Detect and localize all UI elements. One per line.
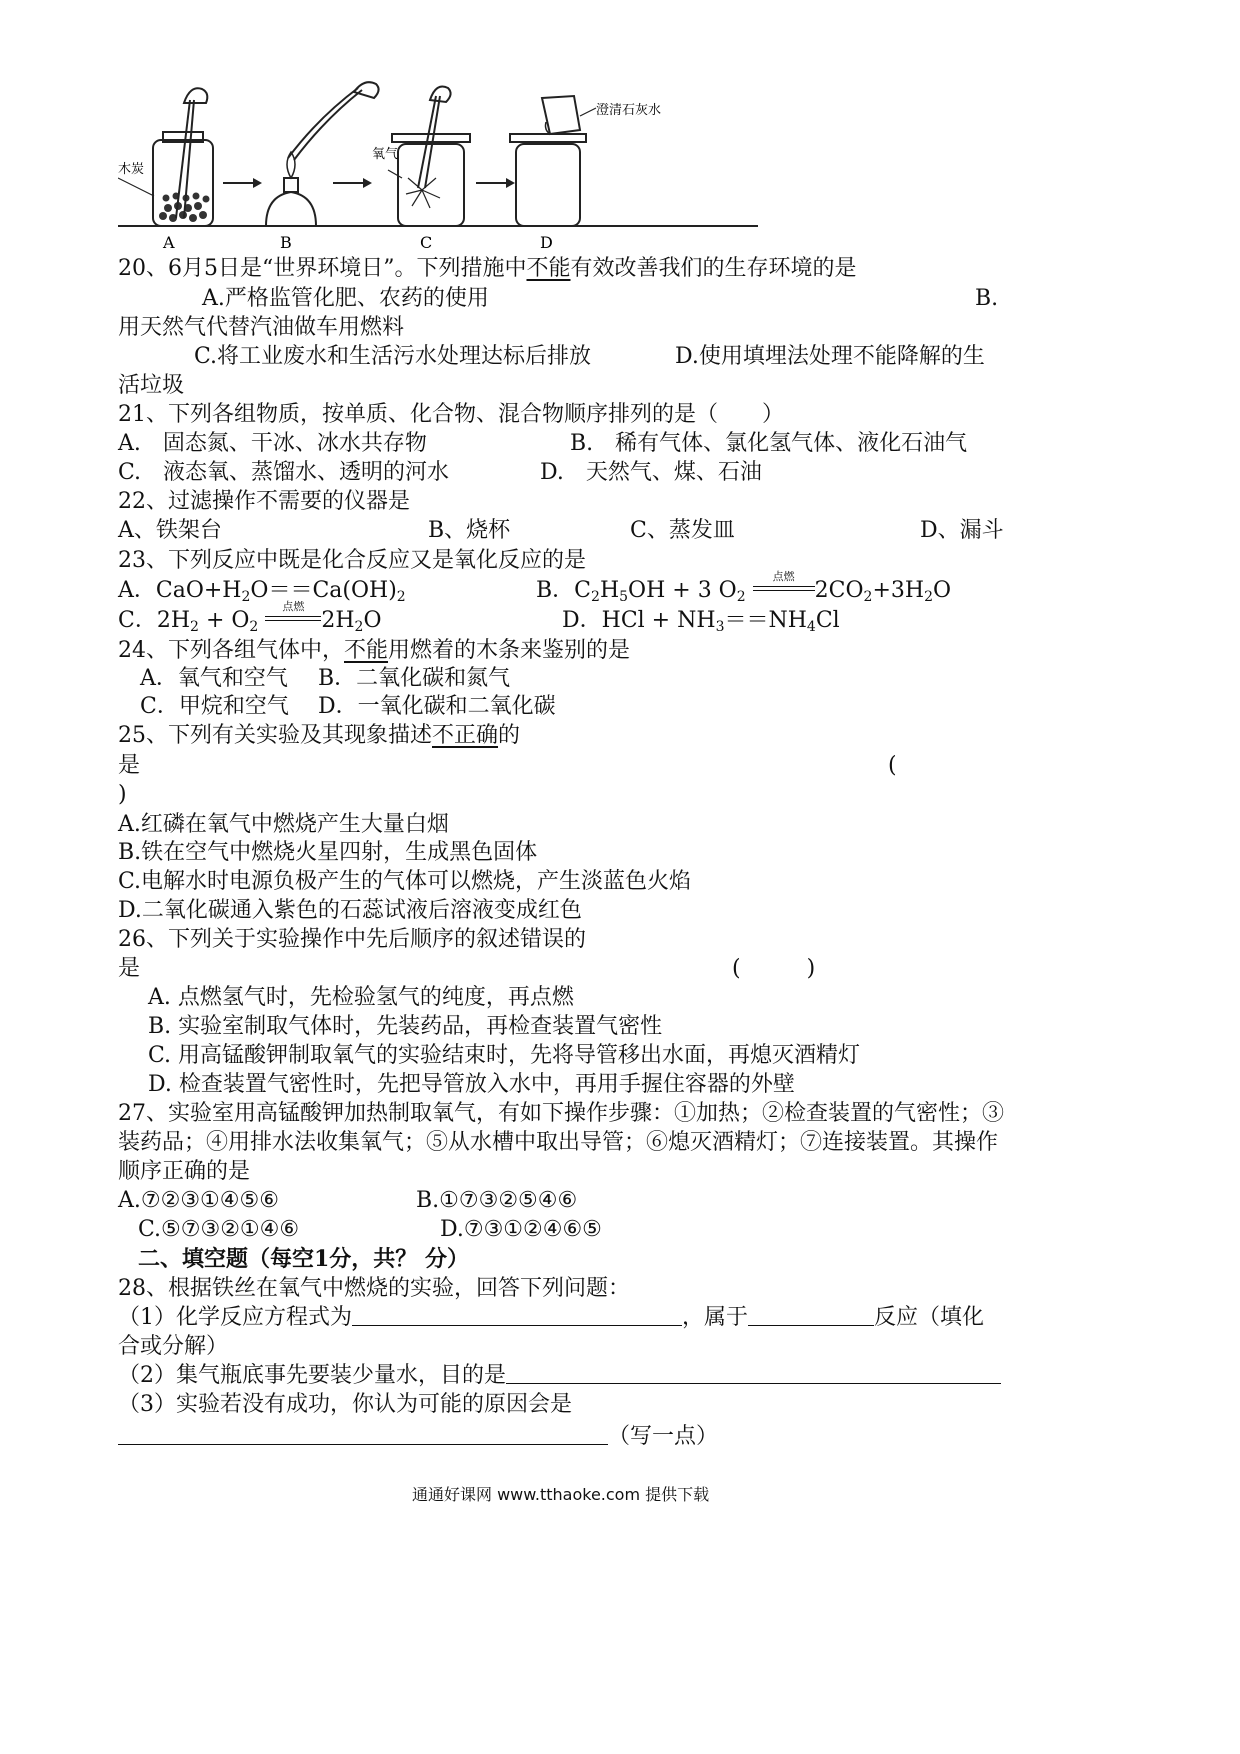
- q20-option-a: A.严格监管化肥、农药的使用: [202, 286, 489, 311]
- q25-paren-open: (: [888, 753, 897, 778]
- q25-option-b: B.铁在空气中燃烧火星四射，生成黑色固体: [118, 840, 538, 865]
- q28-part1: （1）化学反应方程式为 ，属于 反应（填化: [118, 1305, 985, 1330]
- q22-option-b: B、烧杯: [428, 518, 511, 543]
- panel-a-charcoal-jar: [118, 88, 213, 226]
- q28-reason-blank[interactable]: [118, 1424, 608, 1445]
- q23-option-b: B．$C_2H_5OH + 3$ $O_2$ 点燃 $2CO_2+3H_2O$: [536, 570, 952, 605]
- q27-stem-line3: 顺序正确的是: [118, 1159, 251, 1184]
- q24-option-a: A．氧气和空气: [140, 666, 288, 691]
- q20-option-b-head: B.: [975, 286, 999, 311]
- q24-option-d: D．一氧化碳和二氧化碳: [318, 694, 556, 719]
- footer-source: 通通好课网 www.tthaoke.com 提供下载: [412, 1485, 710, 1504]
- q25-option-a: A.红磷在氧气中燃烧产生大量白烟: [118, 812, 449, 837]
- q22-option-c: C、蒸发皿: [630, 518, 735, 543]
- q20-option-d-tail: 活垃圾: [118, 373, 185, 398]
- q28-part1-tail: 合或分解）: [118, 1334, 229, 1359]
- q28-purpose-blank[interactable]: [506, 1363, 1001, 1384]
- q24-option-c: C．甲烷和空气: [140, 694, 289, 719]
- q22-option-d: D、漏斗: [920, 518, 1004, 543]
- panel-label-c: C: [420, 233, 433, 252]
- q26-answer-paren: ( ): [732, 956, 816, 981]
- q25-emphasis: 不正确: [432, 723, 499, 748]
- q27-option-a: A.⑦②③①④⑤⑥: [118, 1188, 279, 1213]
- q24-emphasis: 不能: [344, 638, 389, 663]
- q26-option-b: B. 实验室制取气体时，先装药品，再检查装置气密性: [148, 1014, 663, 1039]
- q27-stem-line2: 装药品；④用排水法收集氧气；⑤从水槽中取出导管；⑥熄灭酒精灯；⑦连接装置。其操作: [118, 1130, 999, 1155]
- q26-stem: 26、下列关于实验操作中先后顺序的叙述错误的: [118, 927, 586, 952]
- q25-stem-line2: 是: [118, 753, 141, 778]
- reaction-condition-ignite: 点燃: [265, 606, 321, 636]
- q25-option-c: C.电解水时电源负极产生的气体可以燃烧，产生淡蓝色火焰: [118, 869, 692, 894]
- label-limewater: 澄清石灰水: [596, 103, 662, 118]
- q28-part2: （2）集气瓶底事先要装少量水，目的是: [118, 1361, 1001, 1391]
- q20-emphasis: 不能: [526, 256, 571, 281]
- panel-label-a: A: [163, 233, 175, 252]
- q26-option-d: D. 检查装置气密性时，先把导管放入水中，再用手握住容器的外壁: [148, 1072, 795, 1097]
- q26-option-c: C. 用高锰酸钾制取氧气的实验结束时，先将导管移出水面，再熄灭酒精灯: [148, 1043, 861, 1068]
- q27-option-d: D.⑦③①②④⑥⑤: [440, 1217, 602, 1242]
- q28-part3-answer: （写一点）: [118, 1422, 718, 1452]
- experiment-figure: [118, 78, 798, 263]
- q20-option-c: C.将工业废水和生活污水处理达标后排放: [194, 344, 592, 369]
- q23-option-a: A．$CaO+H_2O==Ca(OH)_2$: [118, 578, 406, 605]
- q23-stem: 23、下列反应中既是化合反应又是氧化反应的是: [118, 548, 586, 573]
- q20-option-d-head: D.使用填埋法处理不能降解的生: [675, 344, 985, 369]
- q27-stem-line1: 27、实验室用高锰酸钾加热制取氧气，有如下操作步骤：①加热；②检查装置的气密性；③: [118, 1101, 1004, 1126]
- section-title-fill-in: 二、填空题（每空1分，共？ 分）: [138, 1246, 469, 1272]
- q28-part3: （3）实验若没有成功，你认为可能的原因会是: [118, 1392, 572, 1417]
- q26-stem-line2: 是: [118, 956, 141, 981]
- arrow-a-b: [223, 178, 262, 188]
- reaction-condition-ignite: 点燃: [753, 576, 815, 606]
- q26-option-a: A. 点燃氢气时，先检验氢气的纯度，再点燃: [148, 985, 574, 1010]
- q21-option-d: D. 天然气、煤、石油: [540, 460, 762, 485]
- panel-d-limewater-jar: [510, 96, 661, 226]
- arrow-b-c: [333, 178, 372, 188]
- q25-stem: 25、下列有关实验及其现象描述不正确的: [118, 723, 521, 748]
- q25-option-d: D.二氧化碳通入紫色的石蕊试液后溶液变成红色: [118, 898, 582, 923]
- panel-c-oxygen-jar: [372, 87, 470, 227]
- arrow-c-d: [476, 178, 515, 188]
- q20-stem: 20、6月5日是“世界环境日”。下列措施中不能有效改善我们的生存环境的是: [118, 256, 857, 281]
- q27-option-c: C.⑤⑦③②①④⑥: [138, 1217, 300, 1242]
- q21-option-c: C. 液态氧、蒸馏水、透明的河水: [118, 460, 450, 485]
- q27-option-b: B.①⑦③②⑤④⑥: [416, 1188, 578, 1213]
- q21-stem: 21、下列各组物质，按单质、化合物、混合物顺序排列的是（ ）: [118, 402, 784, 427]
- q28-equation-blank[interactable]: [352, 1305, 682, 1326]
- q24-stem: 24、下列各组气体中，不能用燃着的木条来鉴别的是: [118, 638, 631, 663]
- panel-label-d: D: [540, 233, 553, 252]
- panel-label-b: B: [280, 233, 292, 252]
- q28-stem: 28、根据铁丝在氧气中燃烧的实验，回答下列问题：: [118, 1276, 630, 1301]
- q22-stem: 22、过滤操作不需要的仪器是: [118, 489, 410, 514]
- q23-option-d: D．HCl + $NH_3==NH_4Cl$: [562, 608, 840, 635]
- q28-reaction-type-blank[interactable]: [748, 1305, 874, 1326]
- q25-paren-close: ): [118, 782, 127, 807]
- q21-option-b: B. 稀有气体、氯化氢气体、液化石油气: [570, 431, 968, 456]
- panel-b-alcohol-lamp: [266, 82, 379, 226]
- q20-option-b-tail: 用天然气代替汽油做车用燃料: [118, 315, 405, 340]
- label-charcoal: 木炭: [118, 162, 145, 177]
- q24-option-b: B．二氧化碳和氮气: [318, 666, 511, 691]
- q22-option-a: A、铁架台: [118, 518, 222, 543]
- label-oxygen: 氧气: [372, 147, 399, 162]
- q21-option-a: A. 固态氮、干冰、冰水共存物: [118, 431, 427, 456]
- q23-option-c: C．$2H_2 + O_2$ 点燃 $2H_2O$: [118, 600, 382, 635]
